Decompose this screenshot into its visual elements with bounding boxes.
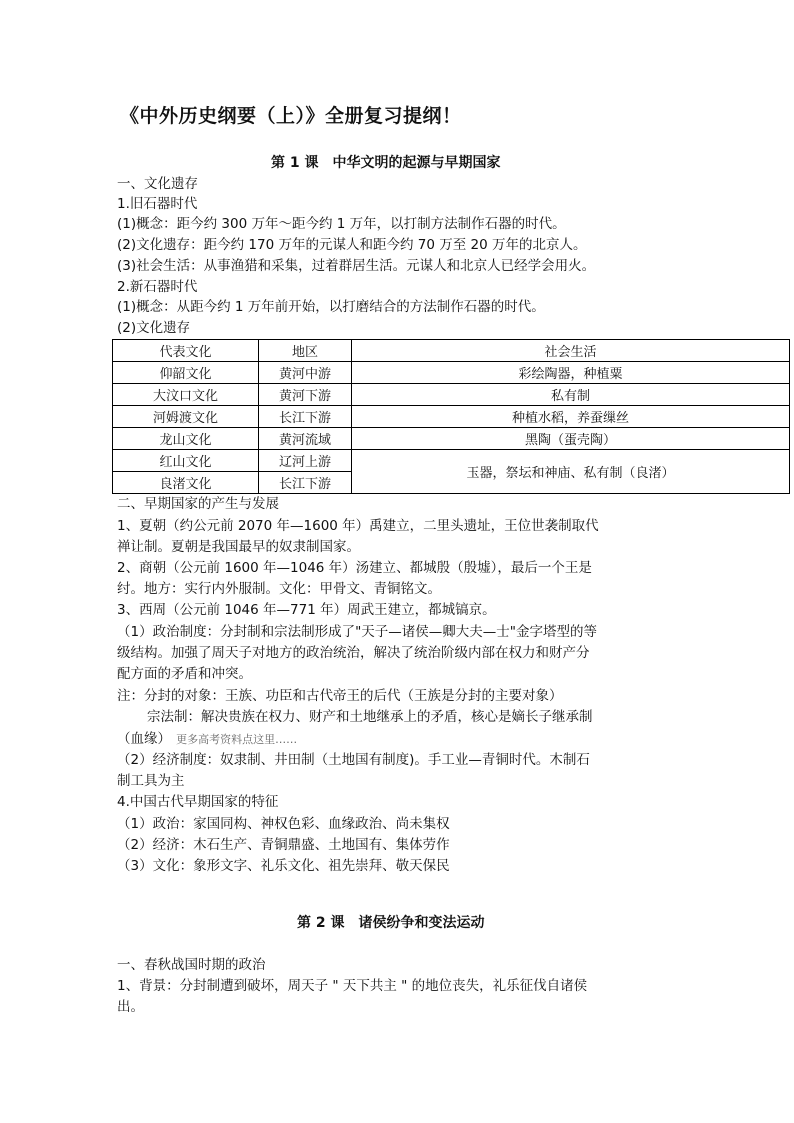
text-line: (2)文化遗存：距今约 170 万年的元谋人和距今约 70 万至 20 万年的北京人。 <box>117 237 587 253</box>
table-cell: 辽河上游 <box>259 450 352 472</box>
text-line: 1、背景：分封制遭到破坏，周天子 " 天下共主 " 的地位丧失，礼乐征伐自诸侯 <box>117 978 588 994</box>
subsection-heading: 1.旧石器时代 <box>117 196 198 212</box>
subsection-heading: 2.新石器时代 <box>117 279 198 295</box>
text-line: 1、夏朝（约公元前 2070 年—1600 年）禹建立，二里头遗址，王位世袭制取代 <box>117 518 599 534</box>
text-line: 禅让制。夏朝是我国最早的奴隶制国家。 <box>117 539 360 555</box>
text-fragment: （血缘） <box>117 731 171 747</box>
text-line: 纣。地方：实行内外服制。文化：甲骨文、青铜铭文。 <box>117 581 441 597</box>
table-row <box>113 450 790 472</box>
text-line: (2)文化遗存 <box>117 320 191 336</box>
text-line: （1）政治：家国同构、神权色彩、血缘政治、尚未集权 <box>117 816 450 832</box>
section-heading: 一、春秋战国时期的政治 <box>117 957 266 973</box>
table-cell: 仰韶文化 <box>113 362 259 384</box>
section-heading: 二、早期国家的产生与发展 <box>117 496 279 512</box>
table-header: 代表文化 <box>113 340 259 362</box>
table-cell: 私有制 <box>352 384 790 406</box>
table-row <box>113 362 790 384</box>
text-line: （1）政治制度：分封制和宗法制形成了"天子—诸侯—卿大夫—士"金字塔型的等 <box>117 624 598 640</box>
table-cell: 彩绘陶器，种植粟 <box>352 362 790 384</box>
table-cell: 良渚文化 <box>113 472 259 494</box>
text-line: 3、西周（公元前 1046 年—771 年）周武王建立，都城镐京。 <box>117 602 496 618</box>
text-line: 2、商朝（公元前 1600 年—1046 年）汤建立、都城殷（殷墟），最后一个王是 <box>117 560 592 576</box>
table-cell: 红山文化 <box>113 450 259 472</box>
table-header: 社会生活 <box>352 340 790 362</box>
text-line: 出。 <box>117 999 144 1015</box>
text-line: (3)社会生活：从事渔猎和采集，过着群居生活。元谋人和北京人已经学会用火。 <box>117 258 596 274</box>
text-line: 注：分封的对象：王族、功臣和古代帝王的后代（王族是分封的主要对象） <box>117 688 563 704</box>
table-cell: 河姆渡文化 <box>113 406 259 428</box>
subsection-heading: 4.中国古代早期国家的特征 <box>117 794 279 810</box>
table-cell: 大汶口文化 <box>113 384 259 406</box>
text-line: （2）经济制度：奴隶制、井田制（土地国有制度)。手工业—青铜时代。木制石 <box>117 752 590 768</box>
text-line: 宗法制：解决贵族在权力、财产和土地继承上的矛盾，核心是嫡长子继承制 <box>147 709 593 725</box>
text-line: (1)概念：距今约 300 万年～距今约 1 万年，以打制方法制作石器的时代。 <box>117 216 566 232</box>
table-row <box>113 406 790 428</box>
text-line <box>117 728 297 749</box>
text-line: 级结构。加强了周天子对地方的政治统治，解决了统治阶级内部在权力和财产分 <box>117 645 590 661</box>
culture-table <box>112 339 790 494</box>
table-cell: 种植水稻，养蚕缫丝 <box>352 406 790 428</box>
table-cell: 黄河流域 <box>259 428 352 450</box>
table-cell: 黄河下游 <box>259 384 352 406</box>
more-resources-link[interactable]: 更多高考资料点这里…… <box>176 733 298 746</box>
table-header-row <box>113 340 790 362</box>
text-line: （3）文化：象形文字、礼乐文化、祖先崇拜、敬天保民 <box>117 858 450 874</box>
section-heading: 一、文化遗存 <box>117 176 198 192</box>
text-line: 配方面的矛盾和冲突。 <box>117 666 252 682</box>
lesson-2-heading: 第 2 课 诸侯纷争和变法运动 <box>297 915 485 931</box>
text-line: 制工具为主 <box>117 773 185 789</box>
table-cell-merged: 玉器，祭坛和神庙、私有制（良渚） <box>352 450 790 494</box>
text-line: (1)概念：从距今约 1 万年前开始，以打磨结合的方法制作石器的时代。 <box>117 299 545 315</box>
table-header: 地区 <box>259 340 352 362</box>
table-row <box>113 428 790 450</box>
document-title: 《中外历史纲要（上）》全册复习提纲！ <box>120 105 462 127</box>
table-row <box>113 384 790 406</box>
table-cell: 长江下游 <box>259 472 352 494</box>
table-cell: 长江下游 <box>259 406 352 428</box>
table-cell: 黑陶（蛋壳陶） <box>352 428 790 450</box>
text-line: （2）经济：木石生产、青铜鼎盛、土地国有、集体劳作 <box>117 837 450 853</box>
table-cell: 龙山文化 <box>113 428 259 450</box>
lesson-1-heading: 第 1 课 中华文明的起源与早期国家 <box>271 155 501 171</box>
table-cell: 黄河中游 <box>259 362 352 384</box>
